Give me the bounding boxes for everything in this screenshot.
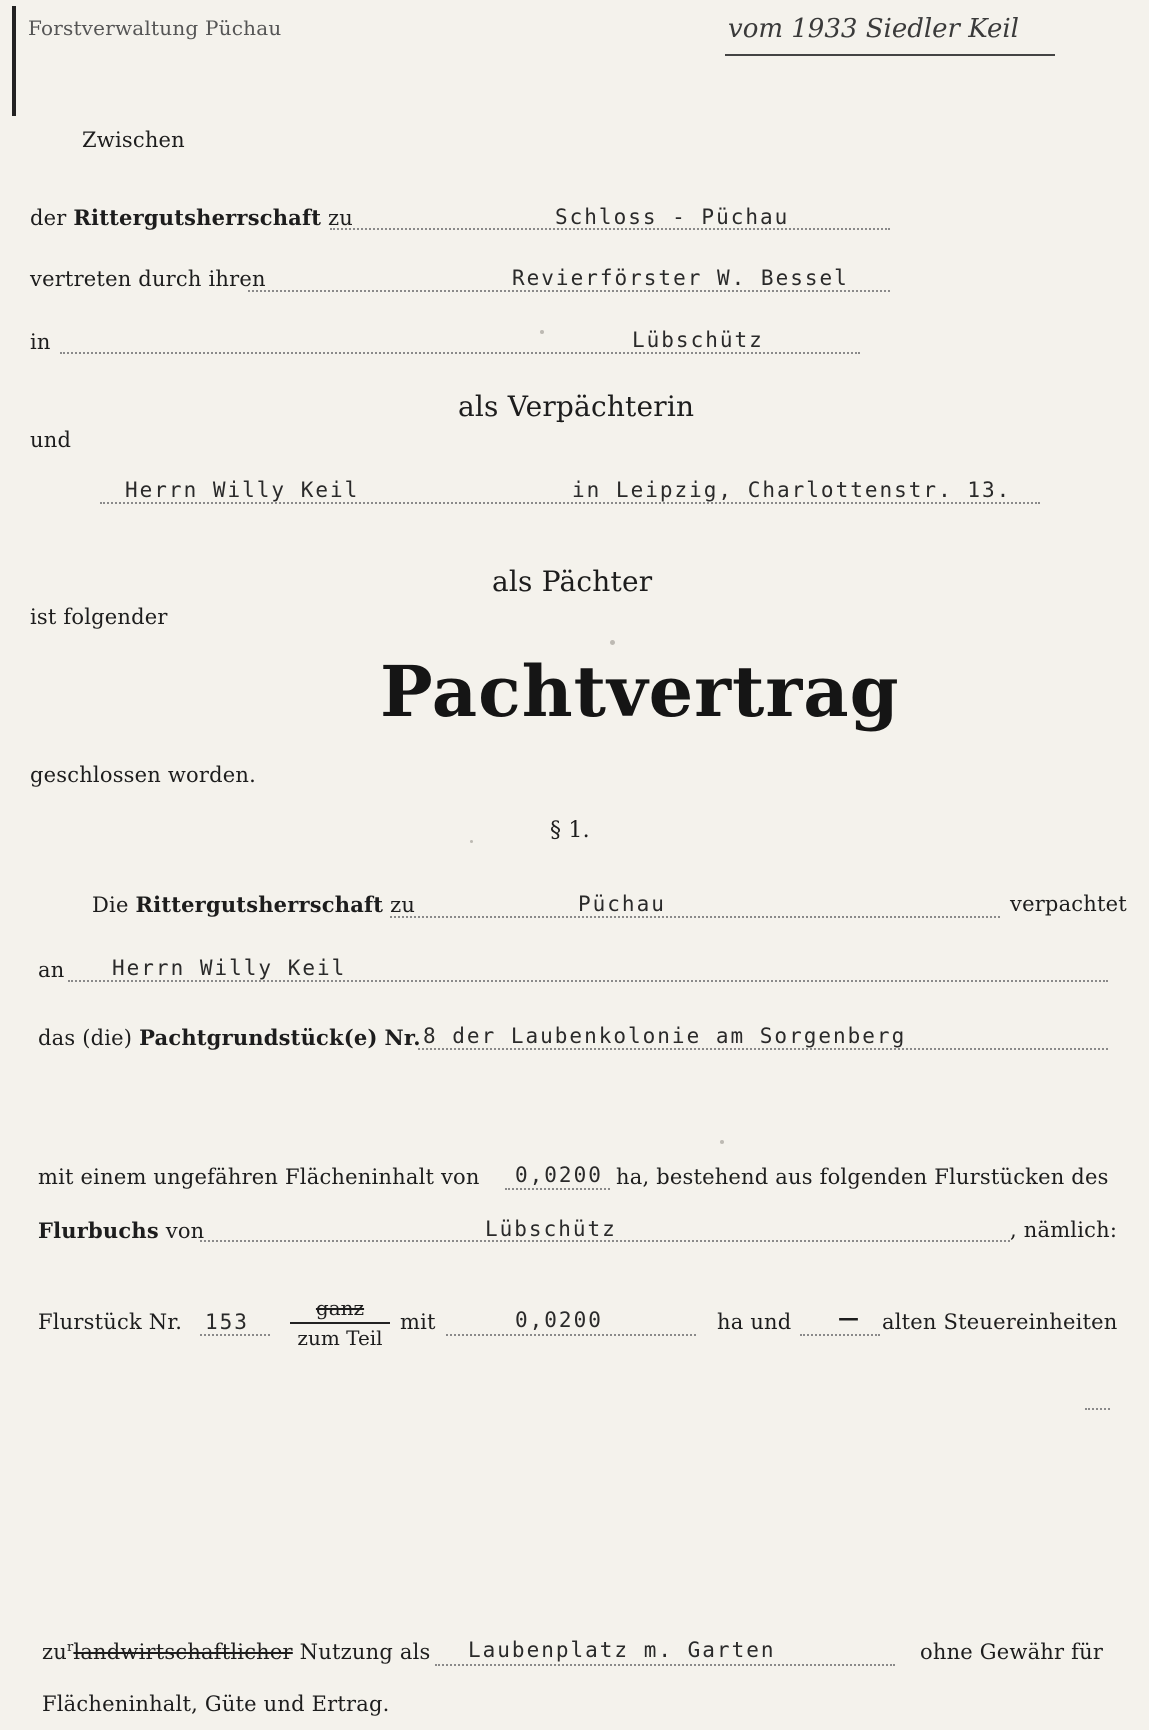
- handwritten-note: vom 1933 Siedler Keil: [728, 14, 1019, 44]
- area-dotted-line: [505, 1188, 610, 1190]
- usage-dotted-line: [435, 1664, 895, 1666]
- an-dotted-line: [68, 980, 1108, 982]
- folgender-label: ist folgender: [30, 605, 168, 629]
- steuer-dotted: [800, 1334, 880, 1336]
- section1-line1-value: Püchau: [578, 892, 666, 916]
- flurstueck-word: Flurstück: [38, 1310, 142, 1334]
- section-heading: § 1.: [550, 818, 590, 843]
- in-dotted-line: [60, 352, 860, 354]
- plot-dotted-line: [418, 1048, 1108, 1050]
- steuer-label: alten Steuereinheiten: [882, 1310, 1118, 1334]
- lessor-label-pre: der: [30, 206, 67, 230]
- geschlossen-label: geschlossen worden.: [30, 763, 257, 787]
- ha-und-label: ha und: [717, 1310, 792, 1334]
- section1-line1-dotted: [390, 916, 1000, 918]
- plot-label-nr: Nr.: [384, 1025, 421, 1050]
- usage-end-label: ohne Gewähr für: [920, 1640, 1104, 1664]
- section1-line1-bold: Rittergutsherrschaft: [135, 892, 384, 917]
- und-label: und: [30, 428, 72, 452]
- section1-line1-pre: Die: [92, 893, 129, 917]
- lessor-label-post: zu: [328, 206, 354, 230]
- flurstueck-label: [38, 1310, 182, 1334]
- mit-label: mit: [400, 1310, 436, 1334]
- flurstueck-area-dotted: [446, 1334, 696, 1336]
- usage-struck: landwirtschaftlicher: [73, 1640, 293, 1664]
- stamp-text: Forstverwaltung Püchau: [28, 16, 282, 40]
- frac-bottom: zum Teil: [297, 1326, 383, 1350]
- left-margin-mark: [12, 6, 16, 116]
- usage-super: r: [67, 1640, 74, 1655]
- lessor-label: [30, 205, 353, 230]
- area-post-label: ha, bestehend aus folgenden Flurstücken des: [616, 1165, 1109, 1189]
- plot-label-bold: Pachtgrundstück(e): [139, 1025, 378, 1050]
- last-line: Flächeninhalt, Güte und Ertrag.: [42, 1692, 390, 1716]
- flurstueck-nr-value: 153: [205, 1310, 249, 1334]
- an-label: an: [38, 958, 65, 982]
- represented-value: Revierförster W. Bessel: [512, 266, 849, 290]
- usage-nutzung: Nutzung als: [299, 1640, 431, 1664]
- area-pre-label: mit einem ungefähren Flächeninhalt von: [38, 1165, 480, 1189]
- usage-label: [42, 1640, 430, 1664]
- scan-speck: [470, 840, 473, 843]
- section1-line1-label: [92, 892, 415, 917]
- in-value: Lübschütz: [632, 328, 764, 352]
- flurbuch-end-label: , nämlich:: [1010, 1218, 1118, 1242]
- blank-dotted-line: [1085, 1408, 1110, 1410]
- lessor-place-value: Schloss - Püchau: [555, 205, 790, 229]
- ganz-zum-teil-fraction: [290, 1296, 390, 1350]
- in-label: in: [30, 330, 51, 354]
- lessor-label-bold: Rittergutsherrschaft: [73, 205, 322, 230]
- an-value: Herrn Willy Keil: [112, 956, 347, 980]
- flurbuch-bold: Flurbuchs: [38, 1218, 159, 1243]
- flurstueck-area-value: 0,0200: [515, 1308, 603, 1332]
- steuer-value: —: [838, 1305, 860, 1330]
- scan-speck: [610, 640, 615, 645]
- tenant-name: Herrn Willy Keil: [125, 478, 360, 502]
- handwritten-underline: [725, 54, 1055, 56]
- tenant-role: als Pächter: [492, 565, 653, 598]
- scan-speck: [540, 330, 544, 334]
- plot-label: [38, 1025, 421, 1050]
- tenant-address: in Leipzig, Charlottenstr. 13.: [572, 478, 1012, 502]
- scan-speck: [720, 1140, 724, 1144]
- flurbuch-von: von: [165, 1219, 205, 1243]
- flurstueck-nr-dotted: [200, 1334, 270, 1336]
- frac-top: ganz: [315, 1296, 365, 1320]
- represented-label: vertreten durch ihren: [30, 267, 266, 291]
- plot-value: 8 der Laubenkolonie am Sorgenberg: [423, 1024, 907, 1048]
- zwischen-label: Zwischen: [82, 128, 185, 152]
- usage-value: Laubenplatz m. Garten: [468, 1638, 776, 1662]
- verpachtet-label: verpachtet: [1010, 892, 1127, 916]
- tenant-dotted-line: [100, 502, 1040, 504]
- document-title: Pachtvertrag: [380, 650, 900, 733]
- section1-line1-post: zu: [390, 893, 416, 917]
- flurstueck-nr-label: Nr.: [148, 1310, 183, 1334]
- frac-line: [290, 1322, 390, 1324]
- plot-label-pre: das (die): [38, 1026, 133, 1050]
- represented-dotted-line: [248, 290, 890, 292]
- usage-zu: zu: [42, 1640, 67, 1664]
- flurbuch-label: [38, 1218, 204, 1243]
- flurbuch-value: Lübschütz: [485, 1217, 617, 1241]
- area-value: 0,0200: [515, 1163, 603, 1187]
- lessor-role: als Verpächterin: [458, 390, 695, 423]
